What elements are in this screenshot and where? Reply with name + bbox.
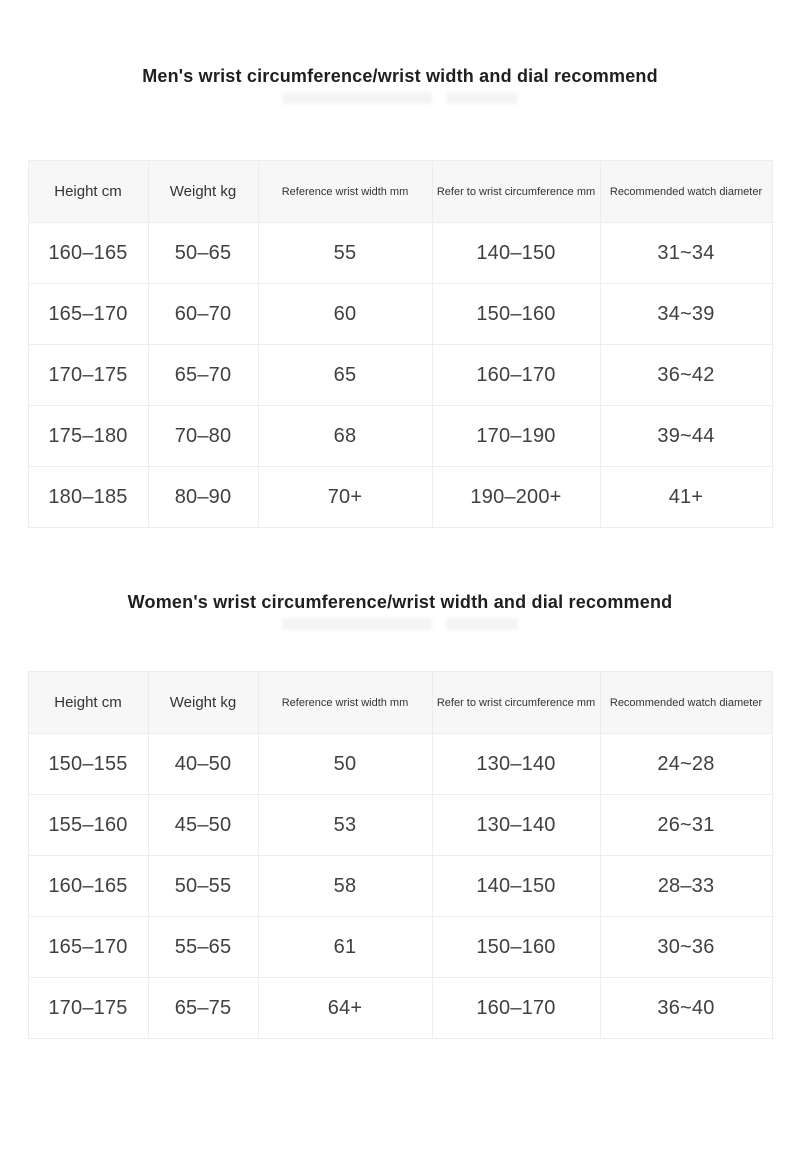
table-cell: 140–150 bbox=[432, 223, 600, 284]
column-header: Recommended watch diameter bbox=[600, 672, 772, 734]
table-cell: 40–50 bbox=[148, 734, 258, 795]
table-cell: 61 bbox=[258, 917, 432, 978]
table-cell: 55–65 bbox=[148, 917, 258, 978]
table-cell: 170–175 bbox=[28, 345, 148, 406]
column-header: Reference wrist width mm bbox=[258, 672, 432, 734]
table-cell: 36~42 bbox=[600, 345, 772, 406]
table-cell: 160–165 bbox=[28, 223, 148, 284]
womens-size-table bbox=[28, 671, 773, 1039]
table-cell: 60–70 bbox=[148, 284, 258, 345]
table-row bbox=[28, 406, 772, 467]
faded-text-block bbox=[282, 618, 432, 630]
table-cell: 180–185 bbox=[28, 467, 148, 528]
column-header: Weight kg bbox=[148, 672, 258, 734]
womens-size-section bbox=[0, 590, 800, 1039]
table-cell: 58 bbox=[258, 856, 432, 917]
table-cell: 130–140 bbox=[432, 734, 600, 795]
mens-size-section bbox=[0, 64, 800, 528]
table-cell: 36~40 bbox=[600, 978, 772, 1039]
column-header: Height cm bbox=[28, 672, 148, 734]
table-cell: 70–80 bbox=[148, 406, 258, 467]
table-row bbox=[28, 978, 772, 1039]
table-cell: 41+ bbox=[600, 467, 772, 528]
table-cell: 80–90 bbox=[148, 467, 258, 528]
table-cell: 50 bbox=[258, 734, 432, 795]
table-cell: 160–170 bbox=[432, 978, 600, 1039]
table-row bbox=[28, 795, 772, 856]
column-header: Weight kg bbox=[148, 161, 258, 223]
faded-text-block bbox=[282, 92, 432, 104]
table-row bbox=[28, 223, 772, 284]
table-row bbox=[28, 856, 772, 917]
mens-size-table bbox=[28, 160, 773, 528]
header-row bbox=[28, 672, 772, 734]
table-cell: 65 bbox=[258, 345, 432, 406]
column-header: Recommended watch diameter bbox=[600, 161, 772, 223]
table-cell: 50–65 bbox=[148, 223, 258, 284]
table-cell: 53 bbox=[258, 795, 432, 856]
table-row bbox=[28, 734, 772, 795]
table-cell: 65–75 bbox=[148, 978, 258, 1039]
faded-watermark-text bbox=[0, 616, 800, 632]
mens-section-title: Men's wrist circumference/wrist width and dial recommend bbox=[142, 66, 658, 86]
faded-text-block bbox=[446, 92, 518, 104]
table-cell: 170–190 bbox=[432, 406, 600, 467]
table-row bbox=[28, 284, 772, 345]
table-cell: 150–160 bbox=[432, 284, 600, 345]
table-cell: 150–160 bbox=[432, 917, 600, 978]
table-cell: 45–50 bbox=[148, 795, 258, 856]
table-cell: 65–70 bbox=[148, 345, 258, 406]
faded-watermark-text bbox=[0, 90, 800, 106]
table-cell: 50–55 bbox=[148, 856, 258, 917]
table-cell: 34~39 bbox=[600, 284, 772, 345]
table-cell: 140–150 bbox=[432, 856, 600, 917]
table-cell: 165–170 bbox=[28, 284, 148, 345]
table-cell: 24~28 bbox=[600, 734, 772, 795]
table-row bbox=[28, 917, 772, 978]
table-cell: 26~31 bbox=[600, 795, 772, 856]
table-cell: 160–165 bbox=[28, 856, 148, 917]
column-header: Refer to wrist circumference mm bbox=[432, 161, 600, 223]
table-cell: 130–140 bbox=[432, 795, 600, 856]
table-cell: 150–155 bbox=[28, 734, 148, 795]
table-cell: 68 bbox=[258, 406, 432, 467]
size-guide-page bbox=[0, 64, 800, 1039]
table-cell: 190–200+ bbox=[432, 467, 600, 528]
table-cell: 70+ bbox=[258, 467, 432, 528]
table-cell: 31~34 bbox=[600, 223, 772, 284]
table-cell: 155–160 bbox=[28, 795, 148, 856]
table-cell: 160–170 bbox=[432, 345, 600, 406]
table-cell: 165–170 bbox=[28, 917, 148, 978]
table-cell: 60 bbox=[258, 284, 432, 345]
column-header: Height cm bbox=[28, 161, 148, 223]
womens-section-title: Women's wrist circumference/wrist width and dial recommend bbox=[127, 592, 673, 612]
table-row bbox=[28, 467, 772, 528]
table-row bbox=[28, 345, 772, 406]
table-cell: 55 bbox=[258, 223, 432, 284]
table-cell: 64+ bbox=[258, 978, 432, 1039]
table-cell: 175–180 bbox=[28, 406, 148, 467]
table-cell: 39~44 bbox=[600, 406, 772, 467]
faded-text-block bbox=[446, 618, 518, 630]
table-cell: 28–33 bbox=[600, 856, 772, 917]
column-header: Refer to wrist circumference mm bbox=[432, 672, 600, 734]
table-cell: 170–175 bbox=[28, 978, 148, 1039]
header-row bbox=[28, 161, 772, 223]
table-cell: 30~36 bbox=[600, 917, 772, 978]
column-header: Reference wrist width mm bbox=[258, 161, 432, 223]
